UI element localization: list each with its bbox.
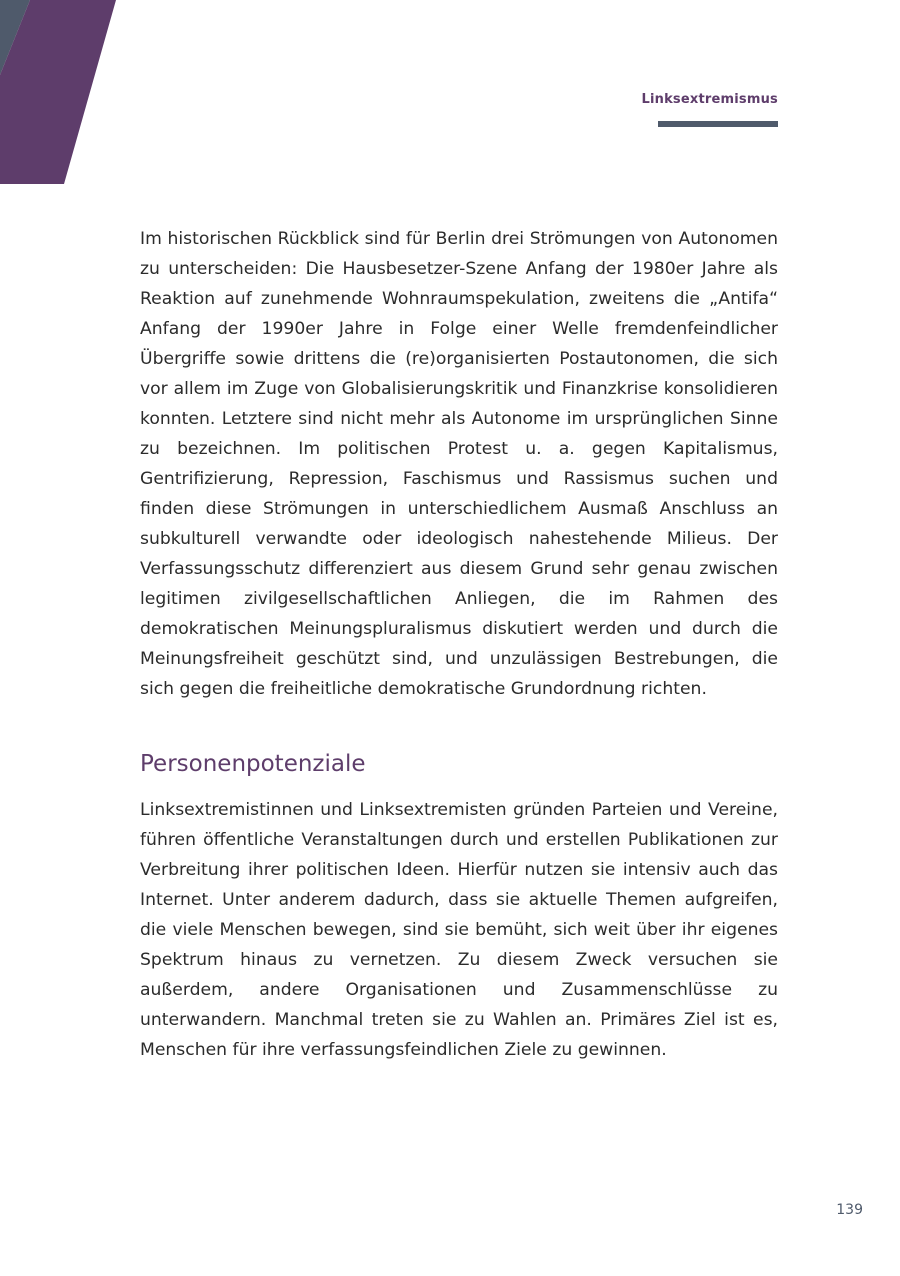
corner-decoration (0, 0, 120, 186)
running-head-rule (658, 121, 778, 127)
page-number: 139 (836, 1202, 863, 1218)
page-content (140, 224, 778, 1065)
intro-paragraph: Im historischen Rückblick sind für Berlin drei Strömungen von Autonomen zu unterscheiden: Die Hausbesetzer-Szene Anfang der 1980er Jahre als Reaktion auf zunehmende Wohnraumspekulation, zweitens die „Antifa“ Anfang der 1990er Jahre in Folge einer Welle fremdenfeindlicher Übergriffe sowie drittens die (re)organisierten Postautonomen, die sich vor allem im Zuge von Globalisierungskritik und Finanzkrise konsolidieren konnten. Letztere sind nicht mehr als Autonome im ursprünglichen Sinne zu bezeichnen. Im politischen Protest u. a. gegen Kapitalismus, Gentrifizierung, Repression, Faschismus und Rassismus suchen und finden diese Strömungen in unterschiedlichem Ausmaß Anschluss an subkulturell verwandte oder ideologisch nahestehende Milieus. Der Verfassungsschutz differenziert aus diesem Grund sehr genau zwischen legitimen zivilgesellschaftlichen Anliegen, die im Rahmen des demokratischen Meinungspluralismus diskutiert werden und durch die Meinungsfreiheit geschützt sind, und unzulässigen Bestrebungen, die sich gegen die freiheitliche demokratische Grundordnung richten. (140, 229, 778, 699)
running-head-title: Linksextremismus (641, 92, 778, 107)
section-paragraph: Linksextremistinnen und Linksextremisten gründen Parteien und Vereine, führen öffentliche Veranstaltungen durch und erstellen Publikationen zur Verbreitung ihrer politischen Ideen. Hierfür nutzen sie intensiv auch das Internet. Unter anderem dadurch, dass sie aktuelle Themen aufgreifen, die viele Menschen bewegen, sind sie bemüht, sich weit über ihr eigenes Spektrum hinaus zu vernetzen. Zu diesem Zweck versuchen sie außerdem, andere Organisationen und Zusammenschlüsse zu unterwandern. Manchmal treten sie zu Wahlen an. Primäres Ziel ist es, Menschen für ihre verfassungsfeindlichen Ziele zu gewinnen. (140, 800, 778, 1060)
section-heading: Personenpotenziale (140, 751, 366, 777)
